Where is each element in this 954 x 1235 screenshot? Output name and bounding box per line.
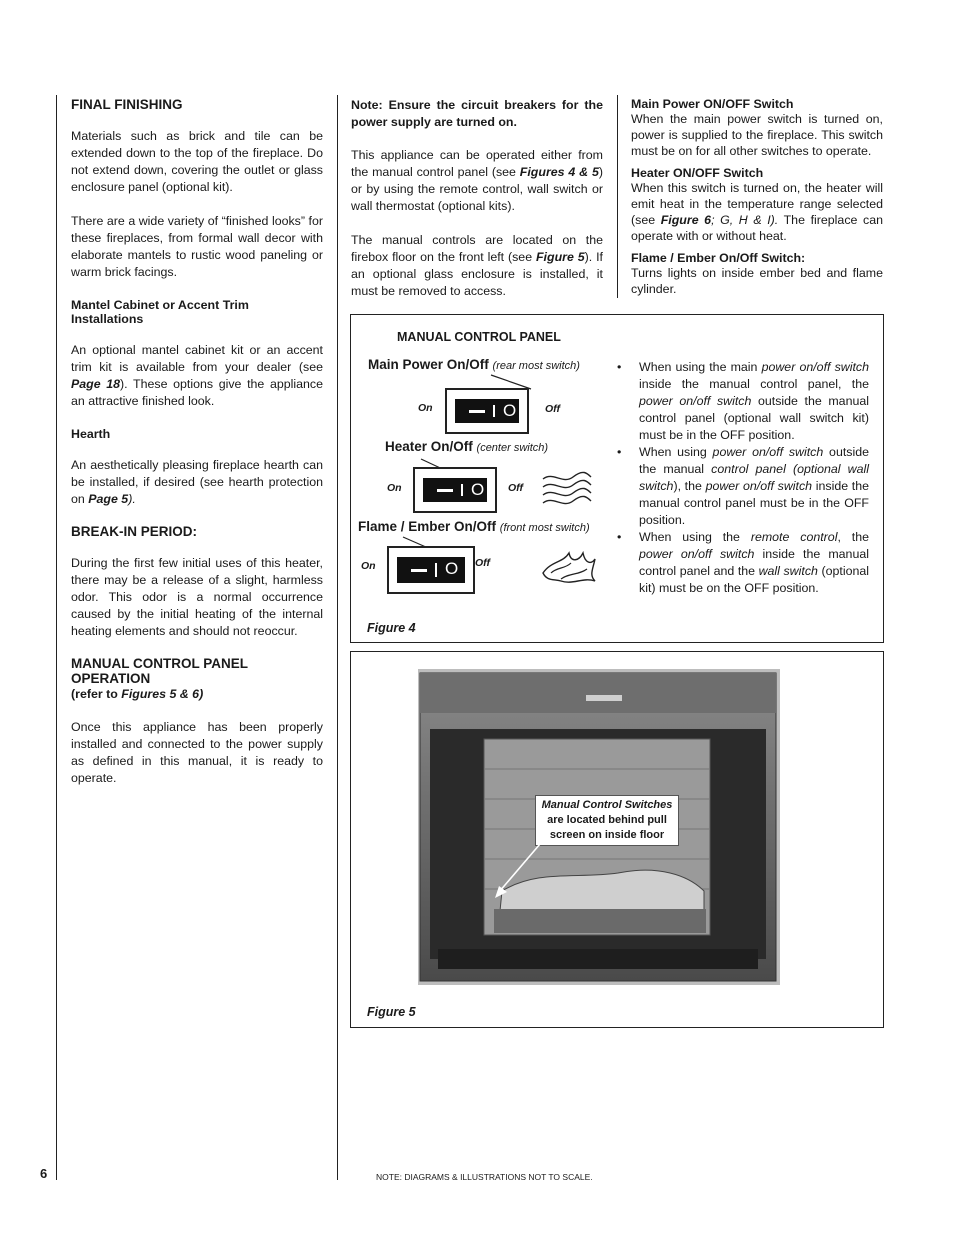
mantel-paragraph: An optional mantel cabinet kit or an accent trim kit is available from your dealer (see Page 18). These options give the appliance an attractive finished look. (71, 343, 324, 408)
middle-column (351, 97, 603, 300)
page-ref-link: Page 5 (88, 492, 129, 506)
figure-5-caption: Figure 5 (367, 1005, 416, 1019)
bullet-main-power: • When using the main power on/off switch inside the manual control panel, the power on/off switch outside the manual control panel (optional wall switch kit) must be in the OFF position. (617, 359, 869, 444)
figure-5-box (350, 651, 884, 1028)
flame-icon (539, 545, 599, 589)
final-finishing-heading: FINAL FINISHING (71, 97, 183, 112)
manual-control-operation-subheading: (refer to Figures 5 & 6) (71, 687, 204, 701)
page-ref-link: Page 18 (71, 377, 121, 391)
figure-4-box (350, 314, 884, 643)
figure-4-bullet-list (617, 359, 869, 597)
right-column (631, 97, 883, 297)
bullet-remote-control: • When using the remote control, the power on/off switch inside the manual control panel and the wall switch (optional kit) must be on the OFF position. (617, 529, 869, 597)
column-divider-rule (337, 95, 338, 1180)
flame-on-label: On (361, 560, 376, 572)
manual-control-operation-heading: MANUAL CONTROL PANEL OPERATION (71, 656, 248, 686)
main-power-paragraph: When the main power switch is turned on, power is supplied to the fireplace. This switch must be on for all other switches to operate. (631, 112, 883, 158)
break-in-heading: BREAK-IN PERIOD: (71, 524, 198, 539)
flame-heading: Flame / Ember On/Off Switch: (631, 251, 806, 265)
page-number: 6 (40, 1166, 48, 1181)
heater-switch: O (413, 467, 497, 513)
main-on-label: On (418, 402, 433, 414)
heater-label: Heater On/Off (center switch) (385, 439, 549, 454)
scale-note: NOTE: DIAGRAMS & ILLUSTRATIONS NOT TO SCALE. (376, 1172, 593, 1182)
hearth-paragraph: An aesthetically pleasing fireplace hearth can be installed, if desired (see hearth protection on Page 5). (71, 458, 323, 506)
figure-4-caption: Figure 4 (367, 621, 416, 635)
main-power-switch: O (445, 388, 529, 434)
left-margin-rule (56, 95, 57, 1180)
final-finishing-p1: Materials such as brick and tile can be extended down to the top of the fireplace. Do not extend down, covering the outlet or glass enclosure panel (optional kit). (71, 129, 323, 194)
manual-control-panel-heading: MANUAL CONTROL PANEL (397, 330, 561, 344)
bullet-wall-switch: • When using power on/off switch outside the manual control panel (optional wall switch), the power on/off switch inside the manual control panel must be in the OFF position. (617, 444, 869, 529)
main-off-label: Off (545, 403, 560, 415)
left-column (71, 97, 323, 787)
operation-paragraph: This appliance can be operated either from the manual control panel (see Figures 4 & 5) or by using the remote control, wall switch or wall thermostat (optional kits). (351, 148, 604, 213)
flame-off-label: Off (475, 557, 490, 569)
main-power-label: Main Power On/Off (rear most switch) (368, 357, 580, 372)
heat-waves-icon (539, 471, 595, 511)
heater-off-label: Off (508, 482, 523, 494)
top-right-divider-rule (617, 95, 618, 298)
breaker-note: Note: Ensure the circuit breakers for the power supply are turned on. (351, 98, 603, 129)
heater-on-label: On (387, 482, 402, 494)
flame-ember-switch: O (387, 546, 475, 594)
final-finishing-p2: There are a wide variety of “finished looks” for these fireplaces, from formal wall decor with elaborate mantels to rustic wood paneling or warm brick facings. (71, 214, 323, 279)
control-switches-callout: Manual Control Switches are located behind pull screen on inside floor (535, 795, 679, 846)
flame-paragraph: Turns lights on inside ember bed and flame cylinder. (631, 266, 883, 296)
flame-ember-label: Flame / Ember On/Off (front most switch) (358, 519, 590, 534)
heater-heading: Heater ON/OFF Switch (631, 166, 764, 180)
hearth-heading: Hearth (71, 427, 111, 441)
manual-control-operation-paragraph: Once this appliance has been properly installed and connected to the power supply as defined in this manual, it is ready to operate. (71, 720, 323, 785)
break-in-paragraph: During the first few initial uses of this heater, there may be a release of a slight, harmless odor. This odor is a normal occurrence caused by the initial heating of the internal heating elements and should not reoccur. (71, 556, 323, 638)
heater-paragraph: When this switch is turned on, the heater will emit heat in the temperature range selected (see Figure 6; G, H & I). The fireplace can operate with or without heat. (631, 181, 883, 243)
location-paragraph: The manual controls are located on the firebox floor on the front left (see Figure 5). If an optional glass enclosure is installed, it must be removed to access. (351, 233, 603, 298)
main-power-heading: Main Power ON/OFF Switch (631, 97, 794, 111)
callout-arrow (491, 832, 551, 902)
mantel-heading: Mantel Cabinet or Accent Trim Installations (71, 298, 249, 326)
